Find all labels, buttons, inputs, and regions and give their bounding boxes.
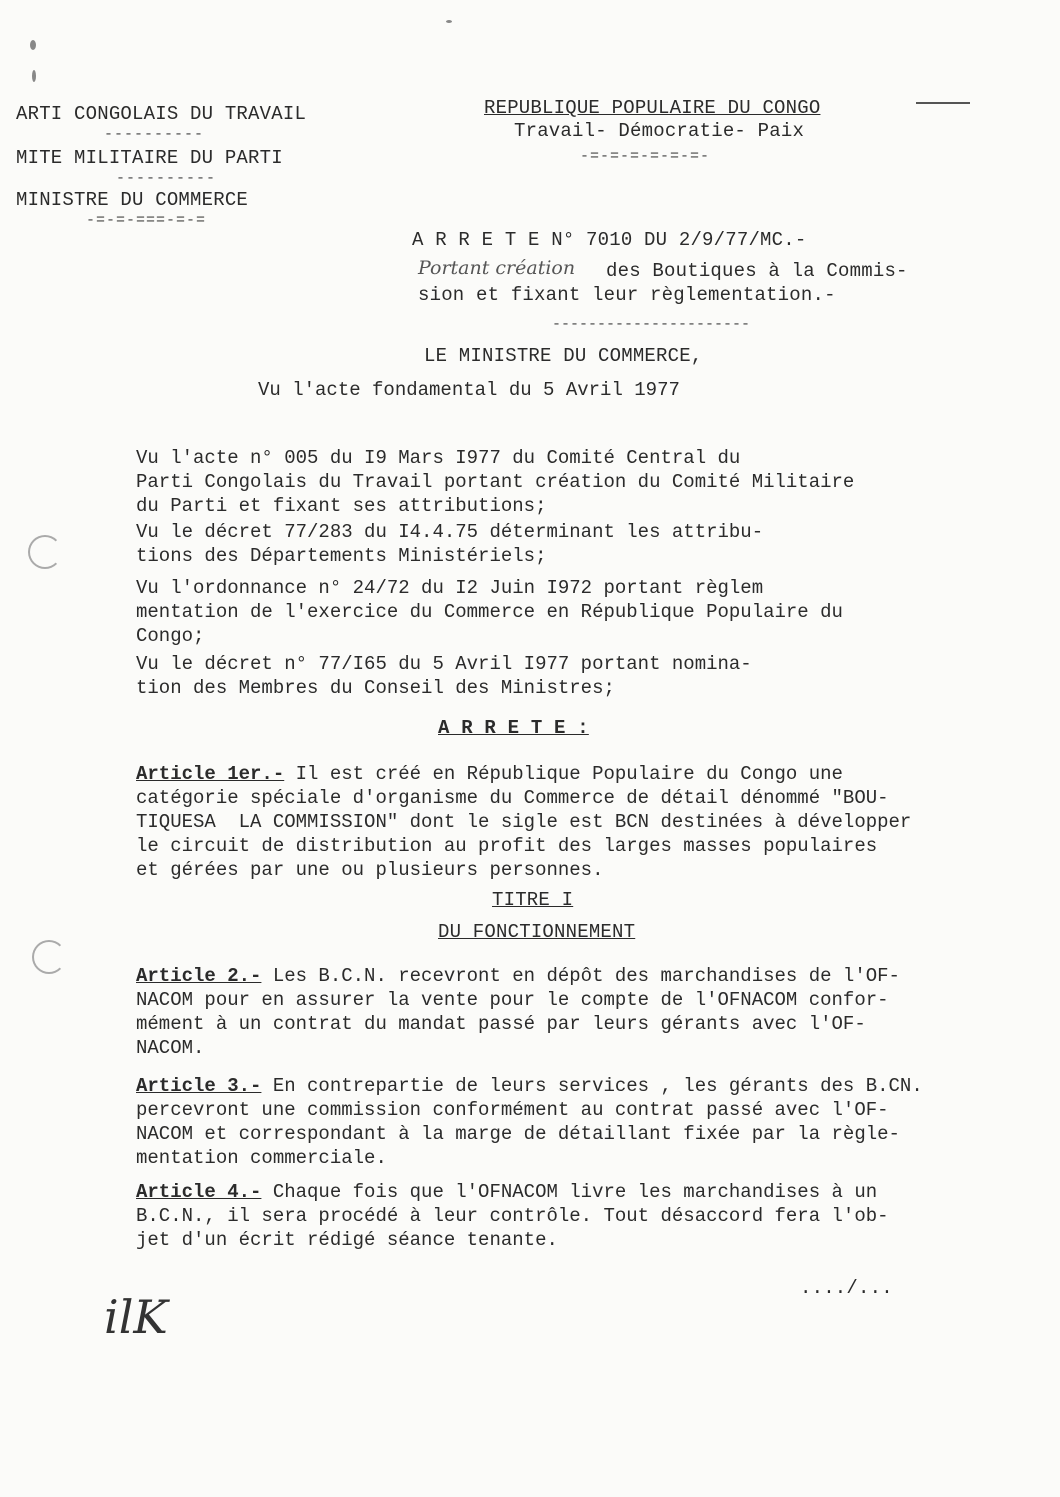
article-1: Article 1er.- Il est créé en République Populaire du Congo une catégorie spéciale d'organisme du Commerce de détail dénommé "BOU- TIQUESA LA COMMISSION" dont le sigle est BCN destinées à développer le circuit de distribution au profit des larges masses populaires et gérées par une ou plusieurs personnes. (136, 763, 912, 881)
decree-number: A R R E T E N° 7010 DU 2/9/77/MC.- (412, 229, 807, 251)
consideration-4: Vu l'ordonnance n° 24/72 du I2 Juin I972 portant règlem mentation de l'exercice du Commerce en République Populaire du Congo; (136, 577, 843, 647)
article-3: Article 3.- En contrepartie de leurs services , les gérants des B.CN. percevront une commission conformément au contrat passé avec l'OF- NACOM et correspondant à la marge de détaillant fixée par la règle- mentation commerciale. (136, 1075, 923, 1169)
consideration-3: Vu le décret 77/283 du I4.4.75 déterminant les attribu- tions des Départements Ministériels; (136, 521, 764, 567)
punch-hole-mark (28, 535, 62, 569)
header-rule (916, 102, 970, 104)
article-4: Article 4.- Chaque fois que l'OFNACOM livre les marchandises à un B.C.N., il sera procédé à leur contrôle. Tout désaccord fera l'ob- jet d'un écrit rédigé séance tenante. (136, 1181, 889, 1251)
ministry-name: MINISTRE DU COMMERCE (16, 189, 249, 211)
header-decoration: -=-=-===-=-= (86, 212, 207, 229)
section-title: TITRE I (492, 889, 574, 911)
republic-motto: Travail- Démocratie- Paix (514, 120, 805, 142)
consideration-2: Vu l'acte n° 005 du I9 Mars I977 du Comité Central du Parti Congolais du Travail portant création du Comité Militaire du Parti et fixant ses attributions; (136, 447, 855, 517)
header-decoration: -=-=-=-=-=-=- (580, 148, 711, 165)
article-label: Article 3.- (136, 1075, 262, 1097)
header-decoration: ---------- (104, 126, 205, 143)
header-decoration: ---------- (116, 170, 217, 187)
minister-heading: LE MINISTRE DU COMMERCE, (424, 345, 703, 367)
decree-subject: des Boutiques à la Commis- (606, 260, 908, 282)
party-name: ARTI CONGOLAIS DU TRAVAIL (16, 103, 307, 125)
republic-title: REPUBLIQUE POPULAIRE DU CONGO (484, 97, 821, 119)
article-label: Article 4.- (136, 1181, 262, 1203)
scan-speck (30, 40, 36, 50)
scan-speck (446, 20, 452, 23)
consideration-5: Vu le décret n° 77/I65 du 5 Avril I977 portant nomina- tion des Membres du Conseil des Ministres; (136, 653, 752, 699)
article-label: Article 1er.- (136, 763, 285, 785)
committee-name: MITE MILITAIRE DU PARTI (16, 147, 283, 169)
punch-hole-mark (32, 940, 66, 974)
section-subtitle: DU FONCTIONNEMENT (438, 921, 636, 943)
continuation-mark: ..../... (800, 1277, 893, 1299)
handwritten-annotation: Portant création (418, 257, 576, 279)
decree-subject: sion et fixant leur règlementation.- (418, 284, 836, 306)
title-rule: ---------------------- (552, 316, 751, 333)
arrete-heading: A R R E T E : (438, 717, 589, 739)
consideration-1: Vu l'acte fondamental du 5 Avril 1977 (258, 379, 680, 401)
article-2: Article 2.- Les B.C.N. recevront en dépôt des marchandises de l'OF- NACOM pour en assurer la vente pour le compte de l'OFNACOM confor- mément à un contrat du mandat passé par leurs gérants avec l'OF- NACOM. (136, 965, 900, 1059)
article-label: Article 2.- (136, 965, 262, 987)
handwritten-initials: ilK (104, 1290, 168, 1344)
scan-speck (32, 70, 36, 82)
